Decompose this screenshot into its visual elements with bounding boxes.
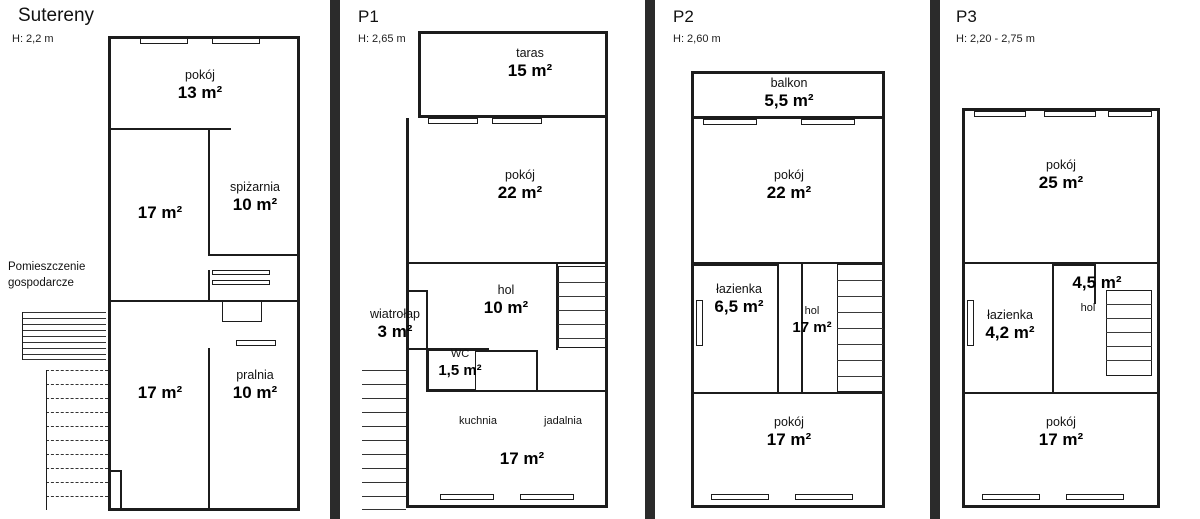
window-top-1 [974,111,1026,117]
utility-note [8,260,108,291]
panel-height-note: H: 2,2 m [12,33,54,45]
room-area: 25 m² [1038,173,1084,193]
wall-left-main [691,119,694,508]
panel-title: P1 [358,7,379,26]
window-right-1 [236,340,276,346]
wall-interior-g [536,350,538,390]
stair-block [1106,290,1152,376]
room-name: hol [497,283,515,297]
panel-p1 [340,0,645,519]
utility-edge-left [22,312,23,360]
wall-bottom [108,508,300,511]
window-top-2 [1044,111,1096,117]
panel-p2 [655,0,930,519]
stair-block [222,300,262,322]
room-area: 10 m² [232,383,278,403]
room-name: pokój [185,68,215,82]
wall-bottom [962,505,1160,508]
room-label-pokoj [737,168,841,203]
room-area: 17 m² [137,383,183,402]
window-bottom-1 [982,494,1040,500]
room-label-17a [118,202,202,223]
panel-title: P2 [673,7,694,26]
window-bottom-2 [1066,494,1124,500]
terrace-wall-right [605,31,608,117]
wall-interior-e [426,390,608,392]
exterior-stairs [46,370,108,510]
room-label-balkon [737,76,841,111]
window-balcony-1 [703,119,757,125]
room-area: 10 m² [232,195,278,215]
room-label-pokoj-2 [737,415,841,450]
room-name: wiatrołap [369,307,421,321]
room-name: pokój [774,415,804,429]
room-label-hol [462,283,550,318]
wall-right [1157,108,1160,508]
room-name: pralnia [236,368,274,382]
room-area: 17 m² [766,430,812,450]
wall-right [297,36,300,511]
room-label-hol [785,305,839,336]
room-name: taras [516,46,544,60]
balcony-wall-left [691,71,694,119]
room-name: kuchnia [459,415,497,427]
room-area: 17 m² [499,449,545,468]
room-name: hol [1080,302,1096,314]
wall-interior-b [965,392,1160,394]
terrace-wall-left [418,31,421,117]
room-label-wiatrolap [352,307,438,342]
room-area: 15 m² [507,61,553,81]
room-name: hol [804,305,820,317]
room-area: 4,2 m² [985,323,1035,343]
exterior-stairs [362,370,406,510]
window-bottom-1 [440,494,494,500]
room-label-pokoj-2 [1008,415,1114,450]
wall-interior-b [208,128,210,256]
room-name: spiżarnia [229,180,281,194]
window-top-2 [212,38,260,44]
room-label-pokoj [1008,158,1114,193]
stair-block [558,266,606,348]
room-label-17 [474,448,570,469]
wall-interior-a [409,262,608,264]
panel-p3 [940,0,1200,519]
room-label-kuchnia [438,415,518,428]
room-label-pokoj [150,68,250,103]
window-balcony-2 [801,119,855,125]
room-area: 13 m² [177,83,223,103]
wall-interior-e [208,270,210,302]
panel-divider-2 [645,0,655,519]
wall-notch-v [120,470,122,510]
room-label-17b [118,382,202,403]
panel-title: P3 [956,7,977,26]
room-label-jadalnia [522,415,604,428]
utility-hatch [22,312,106,360]
room-label-spizarnia [212,180,298,215]
wall-bottom-main [406,505,608,508]
window-top-1 [140,38,188,44]
wall-interior-f [208,348,210,510]
wall-vestibule-top [406,290,428,292]
wall-top [418,31,608,34]
room-label-45 [1058,272,1136,293]
room-label-pralnia [212,368,298,403]
window-bottom-2 [520,494,574,500]
room-area: 22 m² [497,183,543,203]
utility-note-line2: gospodarcze [8,276,74,289]
room-label-wc [424,348,496,379]
window-terrace-1 [428,118,478,124]
room-label-hol [1064,302,1112,315]
wall-interior-c [1052,264,1054,392]
room-area: 6,5 m² [714,297,764,317]
window-bottom-2 [795,494,853,500]
room-name: łazienka [716,282,762,296]
wall-bottom-main [691,505,885,508]
wall-top [108,36,300,39]
balcony-wall-right [882,71,885,119]
room-area: 4,5 m² [1072,273,1122,292]
room-name: łazienka [987,308,1033,322]
room-area: 17 m² [137,203,183,222]
room-area: 17 m² [792,318,832,336]
room-name: pokój [1046,158,1076,172]
wall-interior-b [694,392,885,394]
room-name: pokój [774,168,804,182]
panel-height-note: H: 2,60 m [673,33,721,45]
room-area: 3 m² [377,322,413,342]
room-area: 22 m² [766,183,812,203]
room-label-lazienka [697,282,781,317]
room-area: 10 m² [483,298,529,318]
room-name: balkon [770,76,808,90]
panel-title: Sutereny [18,5,95,26]
door-mark-2 [212,280,270,285]
room-label-taras [480,46,580,81]
wall-interior-d [1052,264,1096,266]
utility-note-line1: Pomieszczenie [8,261,86,273]
room-area: 17 m² [1038,430,1084,450]
room-name: pokój [1046,415,1076,429]
room-label-pokoj [470,168,570,203]
wall-interior-d [694,264,779,266]
room-name: WC [450,348,470,360]
panel-divider-3 [930,0,940,519]
wall-left [108,36,111,511]
room-area: 5,5 m² [764,91,814,111]
wall-interior-a [111,128,231,130]
room-label-lazienka [968,308,1052,343]
panel-divider-1 [330,0,340,519]
room-name: jadalnia [544,415,582,427]
room-name: pokój [505,168,535,182]
window-top-3 [1108,111,1152,117]
window-terrace-2 [492,118,542,124]
room-area: 1,5 m² [438,361,482,379]
balcony-wall-top [691,71,885,74]
wall-left [962,108,965,508]
door-mark-1 [212,270,270,275]
panel-sutereny [0,0,330,519]
panel-height-note: H: 2,20 - 2,75 m [956,33,1035,45]
panel-height-note: H: 2,65 m [358,33,406,45]
wall-interior-d [111,300,299,302]
window-bottom-1 [711,494,769,500]
wall-interior-c [208,254,298,256]
